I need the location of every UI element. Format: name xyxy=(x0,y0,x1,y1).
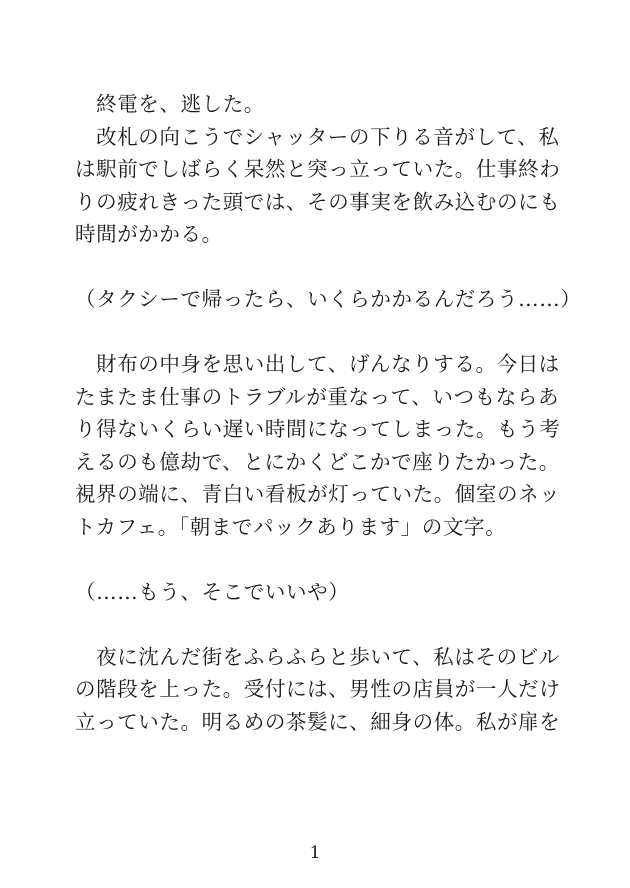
text-line: 終電を、逃した。 xyxy=(75,92,265,116)
text-line: 立っていた。明るめの茶髪に、細身の体。私が扉を xyxy=(75,709,561,734)
blank-line xyxy=(75,608,570,641)
page-number: 1 xyxy=(309,843,321,863)
text-line: り得ないくらい遅い時間になってしまった。もう考 xyxy=(75,417,561,441)
text-line: は駅前でしばらく呆然と突っ立っていた。仕事終わ xyxy=(75,157,561,181)
text-line: えるのも億劫で、とにかくどこかで座りたかった。 xyxy=(75,449,560,474)
document-body xyxy=(75,88,582,738)
text-line: 財布の中身を思い出して、げんなりする。今日は xyxy=(75,352,560,376)
text-line: トカフェ。「朝までパックあります」の文字。 xyxy=(75,514,507,539)
text-line: 改札の向こうでシャッターの下りる音がして、私 xyxy=(75,124,560,149)
text-line: りの疲れきった頭では、その事実を飲み込むのにも xyxy=(75,189,561,214)
text-line: 夜に沈んだ街をふらふらと歩いて、私はそのビル xyxy=(75,644,560,669)
blank-line xyxy=(75,316,570,349)
blank-line xyxy=(75,251,570,284)
text-line: （……もう、そこでいいや） xyxy=(75,579,350,604)
text-line: たまたま仕事のトラブルが重なって、いつもならあ xyxy=(75,384,560,409)
text-line: （タクシーで帰ったら、いくらかかるんだろう……） xyxy=(75,287,582,311)
text-line: 時間がかかる。 xyxy=(75,222,223,246)
text-line: 視界の端に、青白い看板が灯っていた。個室のネッ xyxy=(75,482,561,506)
text-line: の階段を上った。受付には、男性の店員が一人だけ xyxy=(75,677,561,701)
blank-line xyxy=(75,543,570,576)
